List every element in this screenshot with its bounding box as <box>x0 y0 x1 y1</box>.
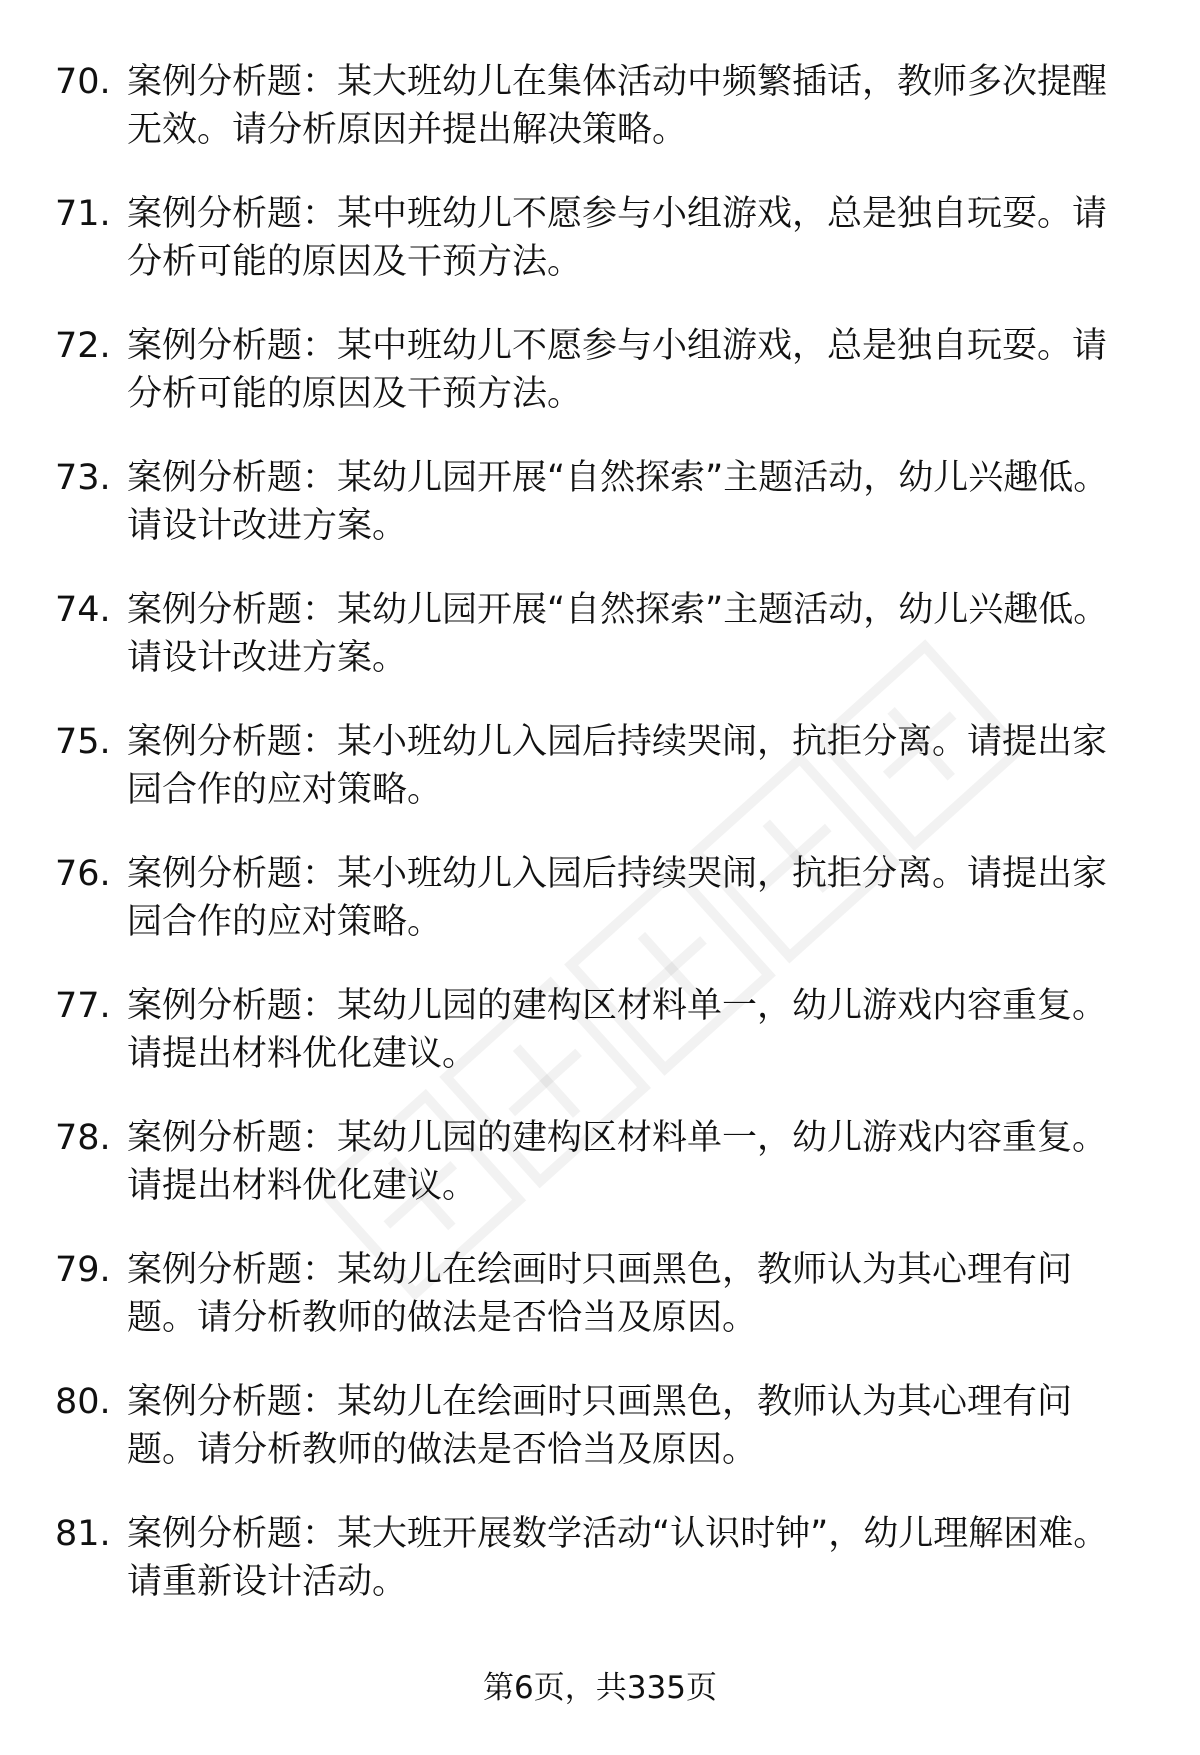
question-number: 81. <box>55 1514 111 1554</box>
question-text: 案例分析题：某小班幼儿入园后持续哭闹，抗拒分离。请提出家园合作的应对策略。 <box>127 854 1108 942</box>
question-number: 80. <box>55 1382 111 1422</box>
question-item <box>55 1378 1145 1510</box>
page-footer: 第6页，共335页 <box>483 1670 717 1706</box>
question-number: 73. <box>55 458 111 498</box>
question-text: 案例分析题：某幼儿园开展“自然探索”主题活动，幼儿兴趣低。请设计改进方案。 <box>127 590 1109 678</box>
question-number: 79. <box>55 1250 111 1290</box>
question-list <box>55 58 1145 1642</box>
question-text: 案例分析题：某幼儿园开展“自然探索”主题活动，幼儿兴趣低。请设计改进方案。 <box>127 458 1109 546</box>
question-text: 案例分析题：某中班幼儿不愿参与小组游戏，总是独自玩耍。请分析可能的原因及干预方法。 <box>127 194 1108 282</box>
question-item <box>55 454 1145 586</box>
question-text: 案例分析题：某小班幼儿入园后持续哭闹，抗拒分离。请提出家园合作的应对策略。 <box>127 722 1108 810</box>
question-item <box>55 1510 1145 1642</box>
question-number: 77. <box>55 986 111 1026</box>
question-text: 案例分析题：某大班幼儿在集体活动中频繁插话，教师多次提醒无效。请分析原因并提出解决策略。 <box>127 62 1108 150</box>
question-item <box>55 586 1145 718</box>
question-text: 案例分析题：某幼儿园的建构区材料单一，幼儿游戏内容重复。请提出材料优化建议。 <box>127 986 1108 1074</box>
question-item <box>55 190 1145 322</box>
question-number: 75. <box>55 722 111 762</box>
question-item <box>55 850 1145 982</box>
question-text: 案例分析题：某幼儿在绘画时只画黑色，教师认为其心理有问题。请分析教师的做法是否恰当及原因。 <box>127 1382 1073 1470</box>
question-text: 案例分析题：某幼儿园的建构区材料单一，幼儿游戏内容重复。请提出材料优化建议。 <box>127 1118 1108 1206</box>
question-number: 76. <box>55 854 111 894</box>
question-number: 72. <box>55 326 111 366</box>
question-number: 70. <box>55 62 111 102</box>
question-item <box>55 982 1145 1114</box>
question-item <box>55 1114 1145 1246</box>
question-number: 78. <box>55 1118 111 1158</box>
question-item <box>55 58 1145 190</box>
question-text: 案例分析题：某幼儿在绘画时只画黑色，教师认为其心理有问题。请分析教师的做法是否恰当及原因。 <box>127 1250 1073 1338</box>
question-number: 71. <box>55 194 111 234</box>
question-item <box>55 1246 1145 1378</box>
question-number: 74. <box>55 590 111 630</box>
question-text: 案例分析题：某中班幼儿不愿参与小组游戏，总是独自玩耍。请分析可能的原因及干预方法。 <box>127 326 1108 414</box>
question-text: 案例分析题：某大班开展数学活动“认识时钟”，幼儿理解困难。请重新设计活动。 <box>127 1514 1109 1602</box>
question-item <box>55 718 1145 850</box>
question-item <box>55 322 1145 454</box>
